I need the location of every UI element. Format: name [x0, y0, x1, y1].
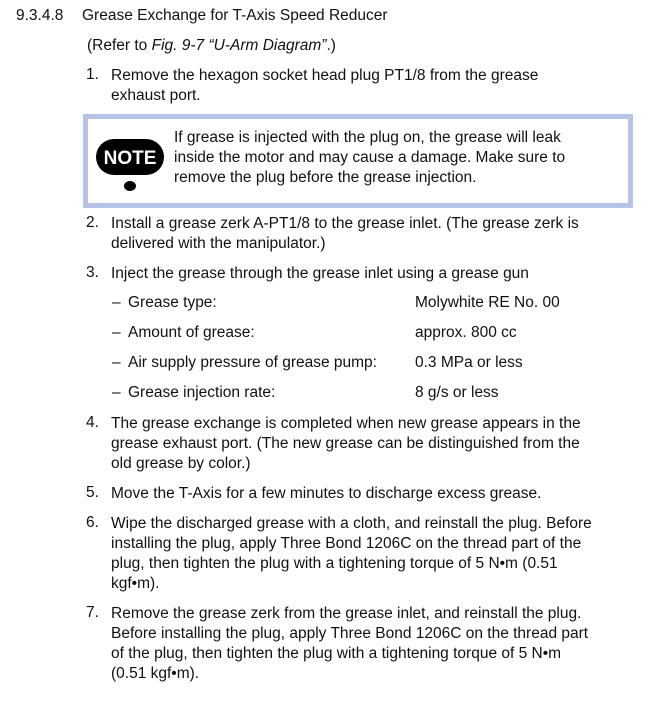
step-line: Inject the grease through the grease inlet using a grease gun: [111, 265, 529, 282]
spec-value: Molywhite RE No. 00: [415, 294, 560, 311]
step-line: exhaust port.: [111, 87, 201, 104]
note-line: inside the motor and may cause a damage. Make sure to: [174, 149, 566, 166]
step-line: Install a grease zerk A-PT1/8 to the grease inlet. (The grease zerk is: [111, 215, 579, 232]
step-text: [111, 66, 538, 106]
step-text: [111, 214, 579, 254]
spec-value: 0.3 MPa or less: [415, 354, 523, 371]
step-text: [111, 484, 541, 504]
note-icon: [94, 137, 166, 195]
step-line: grease exhaust port. (The new grease can be distinguished from the: [111, 435, 580, 452]
section-title: Grease Exchange for T-Axis Speed Reducer: [82, 7, 388, 24]
step-number: 6.: [86, 514, 99, 531]
step-text: [111, 514, 592, 594]
spec-label: Grease type:: [128, 294, 217, 311]
step-text: [111, 414, 581, 474]
step-line: installing the plug, apply Three Bond 1206C on the thread part of the: [111, 535, 582, 552]
spec-label: Grease injection rate:: [128, 384, 276, 401]
spec-dash: –: [112, 354, 121, 371]
spec-value: approx. 800 cc: [415, 324, 517, 341]
spec-label: Air supply pressure of grease pump:: [128, 354, 377, 371]
step-number: 2.: [86, 214, 99, 231]
figure-reference: [87, 36, 336, 56]
note-text: [174, 128, 565, 188]
spec-dash: –: [112, 294, 121, 311]
step-line: kgf•m).: [111, 575, 160, 592]
note-line: If grease is injected with the plug on, the grease will leak: [174, 129, 561, 146]
step-number: 7.: [86, 604, 99, 621]
spec-value: 8 g/s or less: [415, 384, 499, 401]
step-line: The grease exchange is completed when new grease appears in the: [111, 415, 581, 432]
note-icon-label: NOTE: [103, 148, 157, 169]
step-line: (0.51 kgf•m).: [111, 665, 200, 682]
note-box: [83, 114, 633, 208]
step-number: 5.: [86, 484, 99, 501]
note-line: remove the plug before the grease injection.: [174, 169, 477, 186]
step-text: [111, 264, 529, 284]
spec-dash: –: [112, 384, 121, 401]
figure-link[interactable]: Fig. 9-7 “U-Arm Diagram”: [151, 37, 327, 54]
spec-label: Amount of grease:: [128, 324, 255, 341]
section-number: 9.3.4.8: [16, 7, 64, 24]
step-line: Move the T-Axis for a few minutes to discharge excess grease.: [111, 485, 542, 502]
step-line: Before installing the plug, apply Three Bond 1206C on the thread part: [111, 625, 589, 642]
refer-prefix: (Refer to: [87, 37, 152, 54]
step-line: of the plug, then tighten the plug with a tightening torque of 5 N•m: [111, 645, 562, 662]
step-number: 4.: [86, 414, 99, 431]
step-line: delivered with the manipulator.): [111, 235, 326, 252]
step-text: [111, 604, 588, 684]
step-line: old grease by color.): [111, 455, 251, 472]
step-line: Remove the grease zerk from the grease inlet, and reinstall the plug.: [111, 605, 582, 622]
refer-suffix: .): [326, 37, 336, 54]
step-line: Wipe the discharged grease with a cloth, and reinstall the plug. Before: [111, 515, 592, 532]
step-number: 3.: [86, 264, 99, 281]
step-line: plug, then tighten the plug with a tightening torque of 5 N•m (0.51: [111, 555, 558, 572]
spec-dash: –: [112, 324, 121, 341]
step-number: 1.: [86, 66, 99, 83]
step-line: Remove the hexagon socket head plug PT1/8 from the grease: [111, 67, 539, 84]
